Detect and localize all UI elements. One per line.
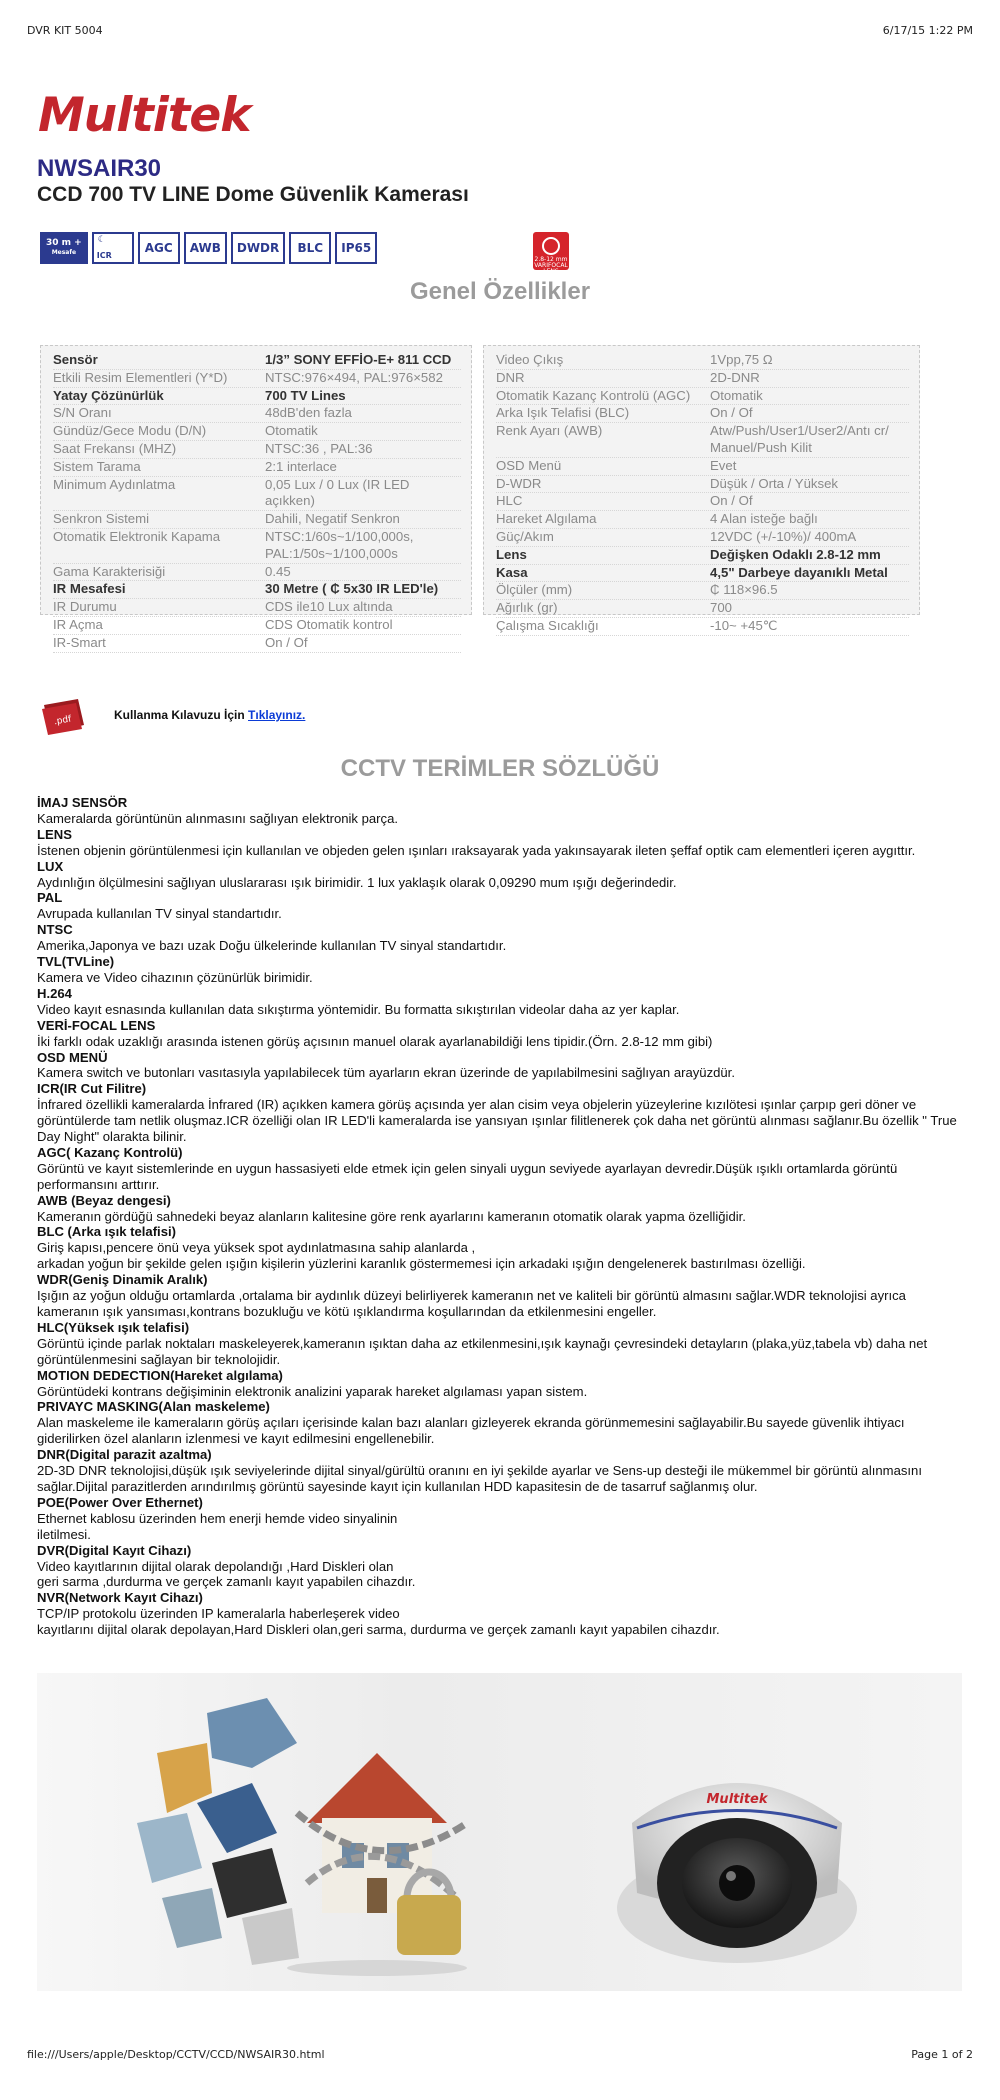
spec-label: Yatay Çözünürlük (53, 387, 164, 403)
spec-value: NTSC:1/60s~1/100,000s, PAL:1/50s~1/100,000s (265, 528, 414, 561)
spec-row (53, 423, 461, 441)
spec-value: 0.45 (265, 563, 291, 579)
varifocal-lens-icon (533, 232, 569, 275)
glossary-definition: Video kayıtlarının dijital olarak depolandığı ,Hard Diskleri olan geri sarma ,durdurma ve gerçek zamanlı kayıt yapabilen cihazdır. (37, 1558, 416, 1590)
spec-label: HLC (496, 493, 523, 509)
spec-value: Otomatik (265, 423, 318, 439)
spec-label: Hareket Algılama (496, 511, 597, 527)
icr-badge-label: ICR (96, 251, 112, 260)
glossary-definition: İnfrared özellikli kameralarda İnfrared (IR) açıkken kamera görüş açısında yer alan cisim veya objelerin yüzeylerine kızılötesi ışınlar çarpıp geri döner ve görüntülerde tam netlik oluşmaz.ICR özelliği olan IR LED'li kameralarda ise yansıyan ışınlar filitlenerek çok daha net görüntü alınması sağlanır.Bu özellik " True Day Night" olarakta bilinir. (37, 1097, 957, 1145)
spec-label: Renk Ayarı (AWB) (496, 423, 603, 439)
ir-distance-badge-value: 30 m + (46, 238, 82, 248)
spec-label: IR-Smart (53, 634, 106, 650)
spec-row (53, 511, 461, 529)
spec-value: Dahili, Negatif Senkron (265, 511, 400, 527)
product-title: CCD 700 TV LINE Dome Güvenlik Kamerası (37, 183, 469, 206)
camera-logo-text: Multitek (706, 1792, 768, 1807)
spec-row (496, 476, 909, 494)
glossary-definition: Amerika,Japonya ve bazı uzak Doğu ülkelerinde kullanılan TV sinyal standartıdır. (37, 938, 507, 954)
feature-badges (40, 232, 377, 264)
manual-text: Kullanma Kılavuzu İçin (114, 708, 249, 722)
spec-value: 1Vpp,75 Ω (710, 352, 773, 367)
spec-label: IR Durumu (53, 599, 117, 615)
spec-row (53, 599, 461, 617)
spec-label: Etkili Resim Elementleri (Y*D) (53, 369, 228, 385)
spec-label: Çalışma Sıcaklığı (496, 617, 599, 633)
glossary-title: CCTV TERİMLER SÖZLÜĞÜ (340, 755, 660, 782)
spec-value: 12VDC (+/-10%)/ 400mA (710, 528, 857, 544)
spec-value: NTSC:976×494, PAL:976×582 (265, 369, 443, 385)
spec-label: Ağırlık (gr) (496, 600, 558, 616)
spec-value: Evet (710, 457, 737, 473)
glossary-definition: Görüntüdeki kontrans değişiminin elektronik analizini yaparak hareket algılaması yapan sistem. (37, 1383, 588, 1399)
spec-row (496, 565, 909, 583)
spec-row (53, 441, 461, 459)
spec-row (496, 582, 909, 600)
spec-value: 2D-DNR (710, 369, 760, 385)
spec-label: Senkron Sistemi (53, 511, 150, 527)
glossary-term: HLC(Yüksek ışık telafisi) (37, 1319, 190, 1335)
glossary-term: H.264 (37, 985, 72, 1001)
spec-value: 700 TV Lines (265, 387, 346, 403)
spec-label: OSD Menü (496, 457, 562, 473)
manual-link[interactable]: Tıklayınız. (248, 708, 306, 722)
spec-row (496, 458, 909, 476)
dwdr-badge: DWDR (231, 232, 285, 264)
glossary-term: LUX (37, 858, 64, 874)
glossary-definition: TCP/IP protokolu üzerinden IP kameralarla haberleşerek video kayıtlarını dijital olarak depolayan,Hard Diskleri olan,geri sarma, durdurma ve gerçek zamanlı kayıt yapabilen cihazdır. (37, 1606, 720, 1638)
glossary-definition: Kamera switch ve butonları vasıtasıyla yapılabilecek tüm ayarların ekran üzerinde de yapılabilmesini sağlıyan arayüzdür. (37, 1065, 735, 1081)
spec-value: 0,05 Lux / 0 Lux (IR LED açıkken) (265, 476, 410, 509)
spec-row (496, 405, 909, 423)
spec-row (496, 547, 909, 565)
lens-badge-label: 2.8-12 mm VARIFOCAL LENS (534, 256, 568, 275)
ir-distance-badge (40, 232, 88, 264)
spec-row (496, 388, 909, 406)
spec-value: Atw/Push/User1/User2/Antı cr/ Manuel/Push Kilit (710, 423, 889, 455)
awb-badge: AWB (184, 232, 227, 264)
spec-value: 48dB'den fazla (265, 405, 352, 421)
spec-label: IR Mesafesi (53, 581, 126, 597)
spec-label: DNR (496, 369, 525, 385)
spec-value: 4 Alan isteğe bağlı (710, 511, 818, 527)
spec-label: Saat Frekansı (MHZ) (53, 440, 177, 456)
glossary-definition: Ethernet kablosu üzerinden hem enerji hemde video sinyalinin iletilmesi. (37, 1510, 398, 1542)
spec-label: S/N Oranı (53, 405, 112, 421)
spec-value: Düşük / Orta / Yüksek (710, 475, 839, 491)
ir-distance-badge-caption: Mesafe (51, 249, 77, 256)
spec-row (53, 581, 461, 599)
spec-value: 1/3” SONY EFFİO-E+ 811 CCD (265, 352, 452, 367)
glossary-definition: Avrupada kullanılan TV sinyal standartıdır. (37, 906, 282, 922)
glossary-definition: Kameralarda görüntünün alınmasını sağlıyan elektronik parça. (37, 810, 399, 826)
spec-label: Lens (496, 546, 527, 562)
banner-illustration (37, 1673, 962, 1991)
spec-value: CDS ile10 Lux altında (265, 599, 393, 615)
spec-row (496, 618, 909, 636)
spec-row (496, 370, 909, 388)
glossary-term: DNR(Digital parazit azaltma) (37, 1447, 212, 1463)
glossary-term: DVR(Digital Kayıt Cihazı) (37, 1542, 192, 1558)
moon-icon: ☾ (97, 235, 106, 245)
spec-label: Otomatik Elektronik Kapama (53, 528, 221, 544)
spec-value: On / Of (710, 405, 753, 421)
glossary-definition: Video kayıt esnasında kullanılan data sıkıştırma yöntemidir. Bu formatta sıkıştırılan videolar daha az yer kaplar. (37, 1001, 680, 1017)
glossary-definition: Kamera ve Video cihazının çözünürlük birimidir. (37, 969, 313, 985)
spec-row (53, 635, 461, 653)
glossary-term: POE(Power Over Ethernet) (37, 1494, 203, 1510)
pdf-icon-label: .pdf (53, 714, 73, 728)
spec-label: Güç/Akım (496, 528, 554, 544)
manual-line (114, 708, 305, 722)
ip65-badge: IP65 (335, 232, 377, 264)
spec-value: ₵ 118×96.5 (710, 582, 778, 598)
spec-value: 30 Metre ( ₵ 5x30 IR LED'le) (265, 581, 439, 597)
spec-row (53, 388, 461, 406)
spec-value: NTSC:36 , PAL:36 (265, 440, 373, 456)
glossary-definition: İki farklı odak uzaklığı arasında istenen görüş açısının manuel olarak ayarlanabildiği lens tipidir.(Örn. 2.8-12 mm gibi) (37, 1033, 713, 1049)
glossary-term: WDR(Geniş Dinamik Aralık) (37, 1272, 208, 1288)
glossary-term: PRIVAYC MASKING(Alan maskeleme) (37, 1399, 270, 1415)
print-footer-left: file:///Users/apple/Desktop/CCTV/CCD/NWSAIR30.html (27, 2048, 325, 2061)
spec-row (496, 600, 909, 618)
spec-row (496, 529, 909, 547)
spec-row (496, 352, 909, 370)
glossary-term: OSD MENÜ (37, 1049, 108, 1065)
spec-label: Sensör (53, 352, 98, 367)
spec-label: Ölçüler (mm) (496, 582, 573, 598)
glossary-definition: 2D-3D DNR teknolojisi,düşük ışık seviyelerinde dijital sinyal/gürültü oranını en iyi şekilde ayarlar ve Sens-up desteği ile mükemmel bir görüntü alınmasını sağlar.Dijital parazitlerden arındırılmış görüntü sayesinde kayıt için kullanılan HDD kapasitesin de de tasarruf sağlanmış olur. (37, 1463, 922, 1494)
spec-value: 2:1 interlace (265, 458, 337, 474)
spec-row (496, 493, 909, 511)
spec-row (53, 459, 461, 477)
glossary-term: BLC (Arka ışık telafisi) (37, 1224, 176, 1240)
lens-dot-icon (542, 237, 560, 255)
spec-label: D-WDR (496, 475, 542, 491)
icr-badge (92, 232, 134, 264)
glossary-term: MOTION DEDECTION(Hareket algılama) (37, 1367, 283, 1383)
spec-row (53, 352, 461, 370)
glossary-term: ICR(IR Cut Filitre) (37, 1081, 147, 1097)
spec-table-right (483, 345, 920, 633)
spec-row (496, 511, 909, 529)
product-banner-image (37, 1673, 962, 1991)
glossary-term: TVL(TVLine) (37, 954, 115, 970)
glossary-definition: Kameranın gördüğü sahnedeki beyaz alanların kalitesine göre renk ayarlarını kameranın otomatik olarak yapma özelliğidir. (37, 1208, 746, 1224)
spec-row (496, 423, 909, 458)
spec-row (53, 564, 461, 582)
spec-value: On / Of (265, 634, 308, 650)
spec-value: Değişken Odaklı 2.8-12 mm (710, 546, 881, 562)
dome-camera-icon (617, 1783, 857, 1963)
glossary-definition: Görüntü ve kayıt sistemlerinde en uygun hassasiyeti elde etmek için gelen sinyali uygun seviyede ayarlayan devredir.Düşük ışıklı ortamlarda görüntü performansını arttırır. (37, 1160, 898, 1192)
glossary-definition: Giriş kapısı,pencere önü veya yüksek spot aydınlatmasına sahip alanlarda , arkadan yoğun bir şekilde gelen ışığın kişilerin yüzlerini karanlık göstermemesi için arkadaki ışığın dengelenerek bastırılması özelliği. (37, 1240, 806, 1272)
spec-row (53, 405, 461, 423)
spec-row (53, 529, 461, 564)
security-collage-icon (137, 1698, 299, 1965)
spec-value: On / Of (710, 493, 753, 509)
spec-label: Gama Karakterisiği (53, 563, 166, 579)
glossary-definition: Aydınlığın ölçülmesini sağlıyan uluslararası ışık birimidir. 1 lux yaklaşık olarak 0,09290 mum ışığı değerindedir. (37, 874, 677, 890)
agc-badge: AGC (138, 232, 180, 264)
spec-label: Sistem Tarama (53, 458, 141, 474)
glossary-definition: Görüntü içinde parlak noktaları maskeleyerek,kameranın ışıktan daha az etkilenmesini,ışık kaynağı çevresindeki detayların (plaka,yüz,tabela vb) daha net görüntülenmesini sağlayan bir teknolojidir. (37, 1335, 928, 1367)
glossary-term: AGC( Kazanç Kontrolü) (37, 1144, 183, 1160)
spec-label: Gündüz/Gece Modu (D/N) (53, 423, 207, 439)
spec-label: IR Açma (53, 616, 103, 632)
features-title: Genel Özellikler (409, 278, 591, 305)
glossary-term: LENS (37, 826, 72, 842)
spec-label: Arka Işık Telafisi (BLC) (496, 405, 630, 421)
house-chain-lock-icon (287, 1753, 467, 1976)
glossary-term: NTSC (37, 922, 73, 938)
glossary-list (37, 795, 962, 1638)
glossary-definition: İstenen objenin görüntülenmesi için kullanılan ve objeden gelen ışınları ıraksayarak yada yakınsayarak ileten şeffaf optik cam elementleri içeren aygıttır. (37, 842, 916, 858)
glossary-definition: Alan maskeleme ile kameraların görüş açıları içerisinde kalan bazı alanları gizleyerek ekranda görünmemesini sağlayabilir.Bu sayede güvenlik ihtiyacı giderilirken özel alanların izlenmesi ve kayıt edilmesini engellenebilir. (37, 1415, 905, 1447)
product-model: NWSAIR30 (37, 155, 162, 182)
spec-row (53, 477, 461, 512)
spec-value: CDS Otomatik kontrol (265, 616, 393, 632)
print-footer-right: Page 1 of 2 (911, 2048, 973, 2061)
spec-value: Otomatik (710, 387, 763, 403)
spec-value: -10~ +45℃ (710, 617, 778, 633)
pdf-icon[interactable] (38, 697, 90, 735)
blc-badge: BLC (289, 232, 331, 264)
spec-label: Minimum Aydınlatma (53, 476, 176, 492)
glossary-term: AWB (Beyaz dengesi) (37, 1192, 171, 1208)
glossary-term: VERİ-FOCAL LENS (37, 1017, 156, 1033)
spec-row (53, 370, 461, 388)
print-header-left: DVR KIT 5004 (27, 24, 103, 37)
spec-row (53, 617, 461, 635)
spec-table-left (40, 345, 472, 650)
spec-label: Kasa (496, 564, 528, 580)
spec-value: 700 (710, 600, 733, 616)
spec-label: Video Çıkış (496, 352, 564, 367)
glossary-definition: Işığın az yoğun olduğu ortamlarda ,ortalama bir aydınlık düzeyi belirliyerek kameranın net ve kaliteli bir görüntü almasını sağlar.WDR teknolojisi ayrıca kameranın ışık yansıması,kontrans bozukluğu ve kötü ışıklandırma koşullarından da etkilenmesini engeller. (37, 1288, 906, 1319)
glossary-term: İMAJ SENSÖR (37, 795, 128, 810)
glossary-term: NVR(Network Kayıt Cihazı) (37, 1590, 203, 1606)
print-header-right: 6/17/15 1:22 PM (882, 24, 973, 37)
brand-logo: Multitek (38, 88, 251, 143)
glossary-term: PAL (37, 890, 63, 906)
spec-label: Otomatik Kazanç Kontrolü (AGC) (496, 387, 691, 403)
spec-value: 4,5" Darbeye dayanıklı Metal (710, 564, 888, 580)
